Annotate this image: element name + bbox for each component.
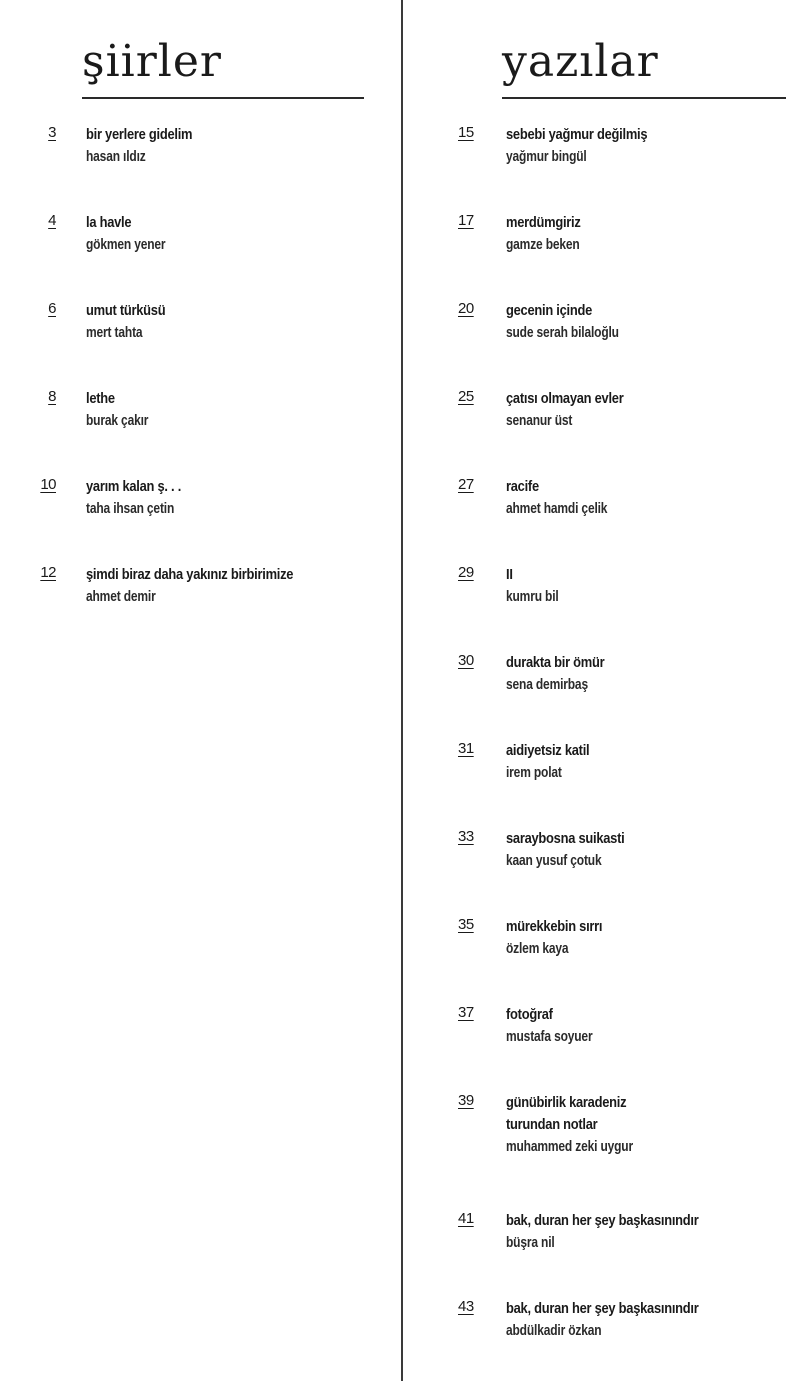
entry-title[interactable]: gecenin içinde [506, 302, 592, 319]
entry-author: irem polat [506, 764, 562, 781]
page-number[interactable]: 35 [458, 916, 474, 933]
poems-heading: şiirler [82, 36, 222, 87]
page-number[interactable]: 30 [458, 652, 474, 669]
page-number[interactable]: 31 [458, 740, 474, 757]
entry-title[interactable]: fotoğraf [506, 1006, 553, 1023]
entry-title[interactable]: çatısı olmayan evler [506, 390, 624, 407]
page-number[interactable]: 17 [458, 212, 474, 229]
entry-title[interactable]: yarım kalan ş. . . [86, 478, 182, 495]
page-number[interactable]: 37 [458, 1004, 474, 1021]
entry-author: kaan yusuf çotuk [506, 852, 602, 869]
page-number[interactable]: 4 [48, 212, 56, 229]
page-number[interactable]: 39 [458, 1092, 474, 1109]
page-number[interactable]: 10 [40, 476, 56, 493]
entry-author: sude serah bilaloğlu [506, 324, 619, 341]
entry-author: sena demirbaş [506, 676, 588, 693]
entry-author: burak çakır [86, 412, 149, 429]
entry-title-line2[interactable]: turundan notlar [506, 1116, 598, 1133]
page-number[interactable]: 8 [48, 388, 56, 405]
entry-title[interactable]: II [506, 566, 513, 583]
entry-title[interactable]: saraybosna suikasti [506, 830, 625, 847]
entry-title[interactable]: aidiyetsiz katil [506, 742, 590, 759]
poems-heading-rule [82, 97, 364, 99]
entry-title[interactable]: umut türküsü [86, 302, 166, 319]
entry-title[interactable]: bir yerlere gidelim [86, 126, 193, 143]
page-number[interactable]: 3 [48, 124, 56, 141]
entry-title[interactable]: merdümgiriz [506, 214, 581, 231]
entry-author: özlem kaya [506, 940, 569, 957]
entry-author: ahmet demir [86, 588, 156, 605]
page-number[interactable]: 41 [458, 1210, 474, 1227]
entry-title[interactable]: şimdi biraz daha yakınız birbirimize [86, 566, 294, 583]
entry-title[interactable]: durakta bir ömür [506, 654, 605, 671]
essays-heading-rule [502, 97, 786, 99]
entry-author: taha ihsan çetin [86, 500, 175, 517]
entry-author: ahmet hamdi çelik [506, 500, 608, 517]
page-number[interactable]: 43 [458, 1298, 474, 1315]
page-number[interactable]: 12 [40, 564, 56, 581]
entry-author: hasan ıldız [86, 148, 146, 165]
entry-title[interactable]: lethe [86, 390, 115, 407]
entry-title[interactable]: bak, duran her şey başkasınındır [506, 1300, 699, 1317]
entry-title[interactable]: la havle [86, 214, 132, 231]
entry-author: büşra nil [506, 1234, 555, 1251]
column-divider [401, 0, 403, 1381]
entry-author: mert tahta [86, 324, 143, 341]
entry-author: kumru bil [506, 588, 559, 605]
page-number[interactable]: 20 [458, 300, 474, 317]
entry-author: mustafa soyuer [506, 1028, 593, 1045]
page-number[interactable]: 33 [458, 828, 474, 845]
entry-title[interactable]: racife [506, 478, 539, 495]
entry-author: gökmen yener [86, 236, 166, 253]
essays-heading: yazılar [502, 36, 659, 87]
page-number[interactable]: 25 [458, 388, 474, 405]
entry-author: gamze beken [506, 236, 580, 253]
entry-title[interactable]: sebebi yağmur değilmiş [506, 126, 648, 143]
entry-title[interactable]: bak, duran her şey başkasınındır [506, 1212, 699, 1229]
page-number[interactable]: 15 [458, 124, 474, 141]
page-number[interactable]: 29 [458, 564, 474, 581]
entry-author: yağmur bingül [506, 148, 587, 165]
entry-title[interactable]: mürekkebin sırrı [506, 918, 603, 935]
page-number[interactable]: 27 [458, 476, 474, 493]
entry-author: abdülkadir özkan [506, 1322, 602, 1339]
entry-author: muhammed zeki uygur [506, 1138, 633, 1155]
entry-author: senanur üst [506, 412, 573, 429]
page-number[interactable]: 6 [48, 300, 56, 317]
entry-title[interactable]: günübirlik karadeniz [506, 1094, 627, 1111]
